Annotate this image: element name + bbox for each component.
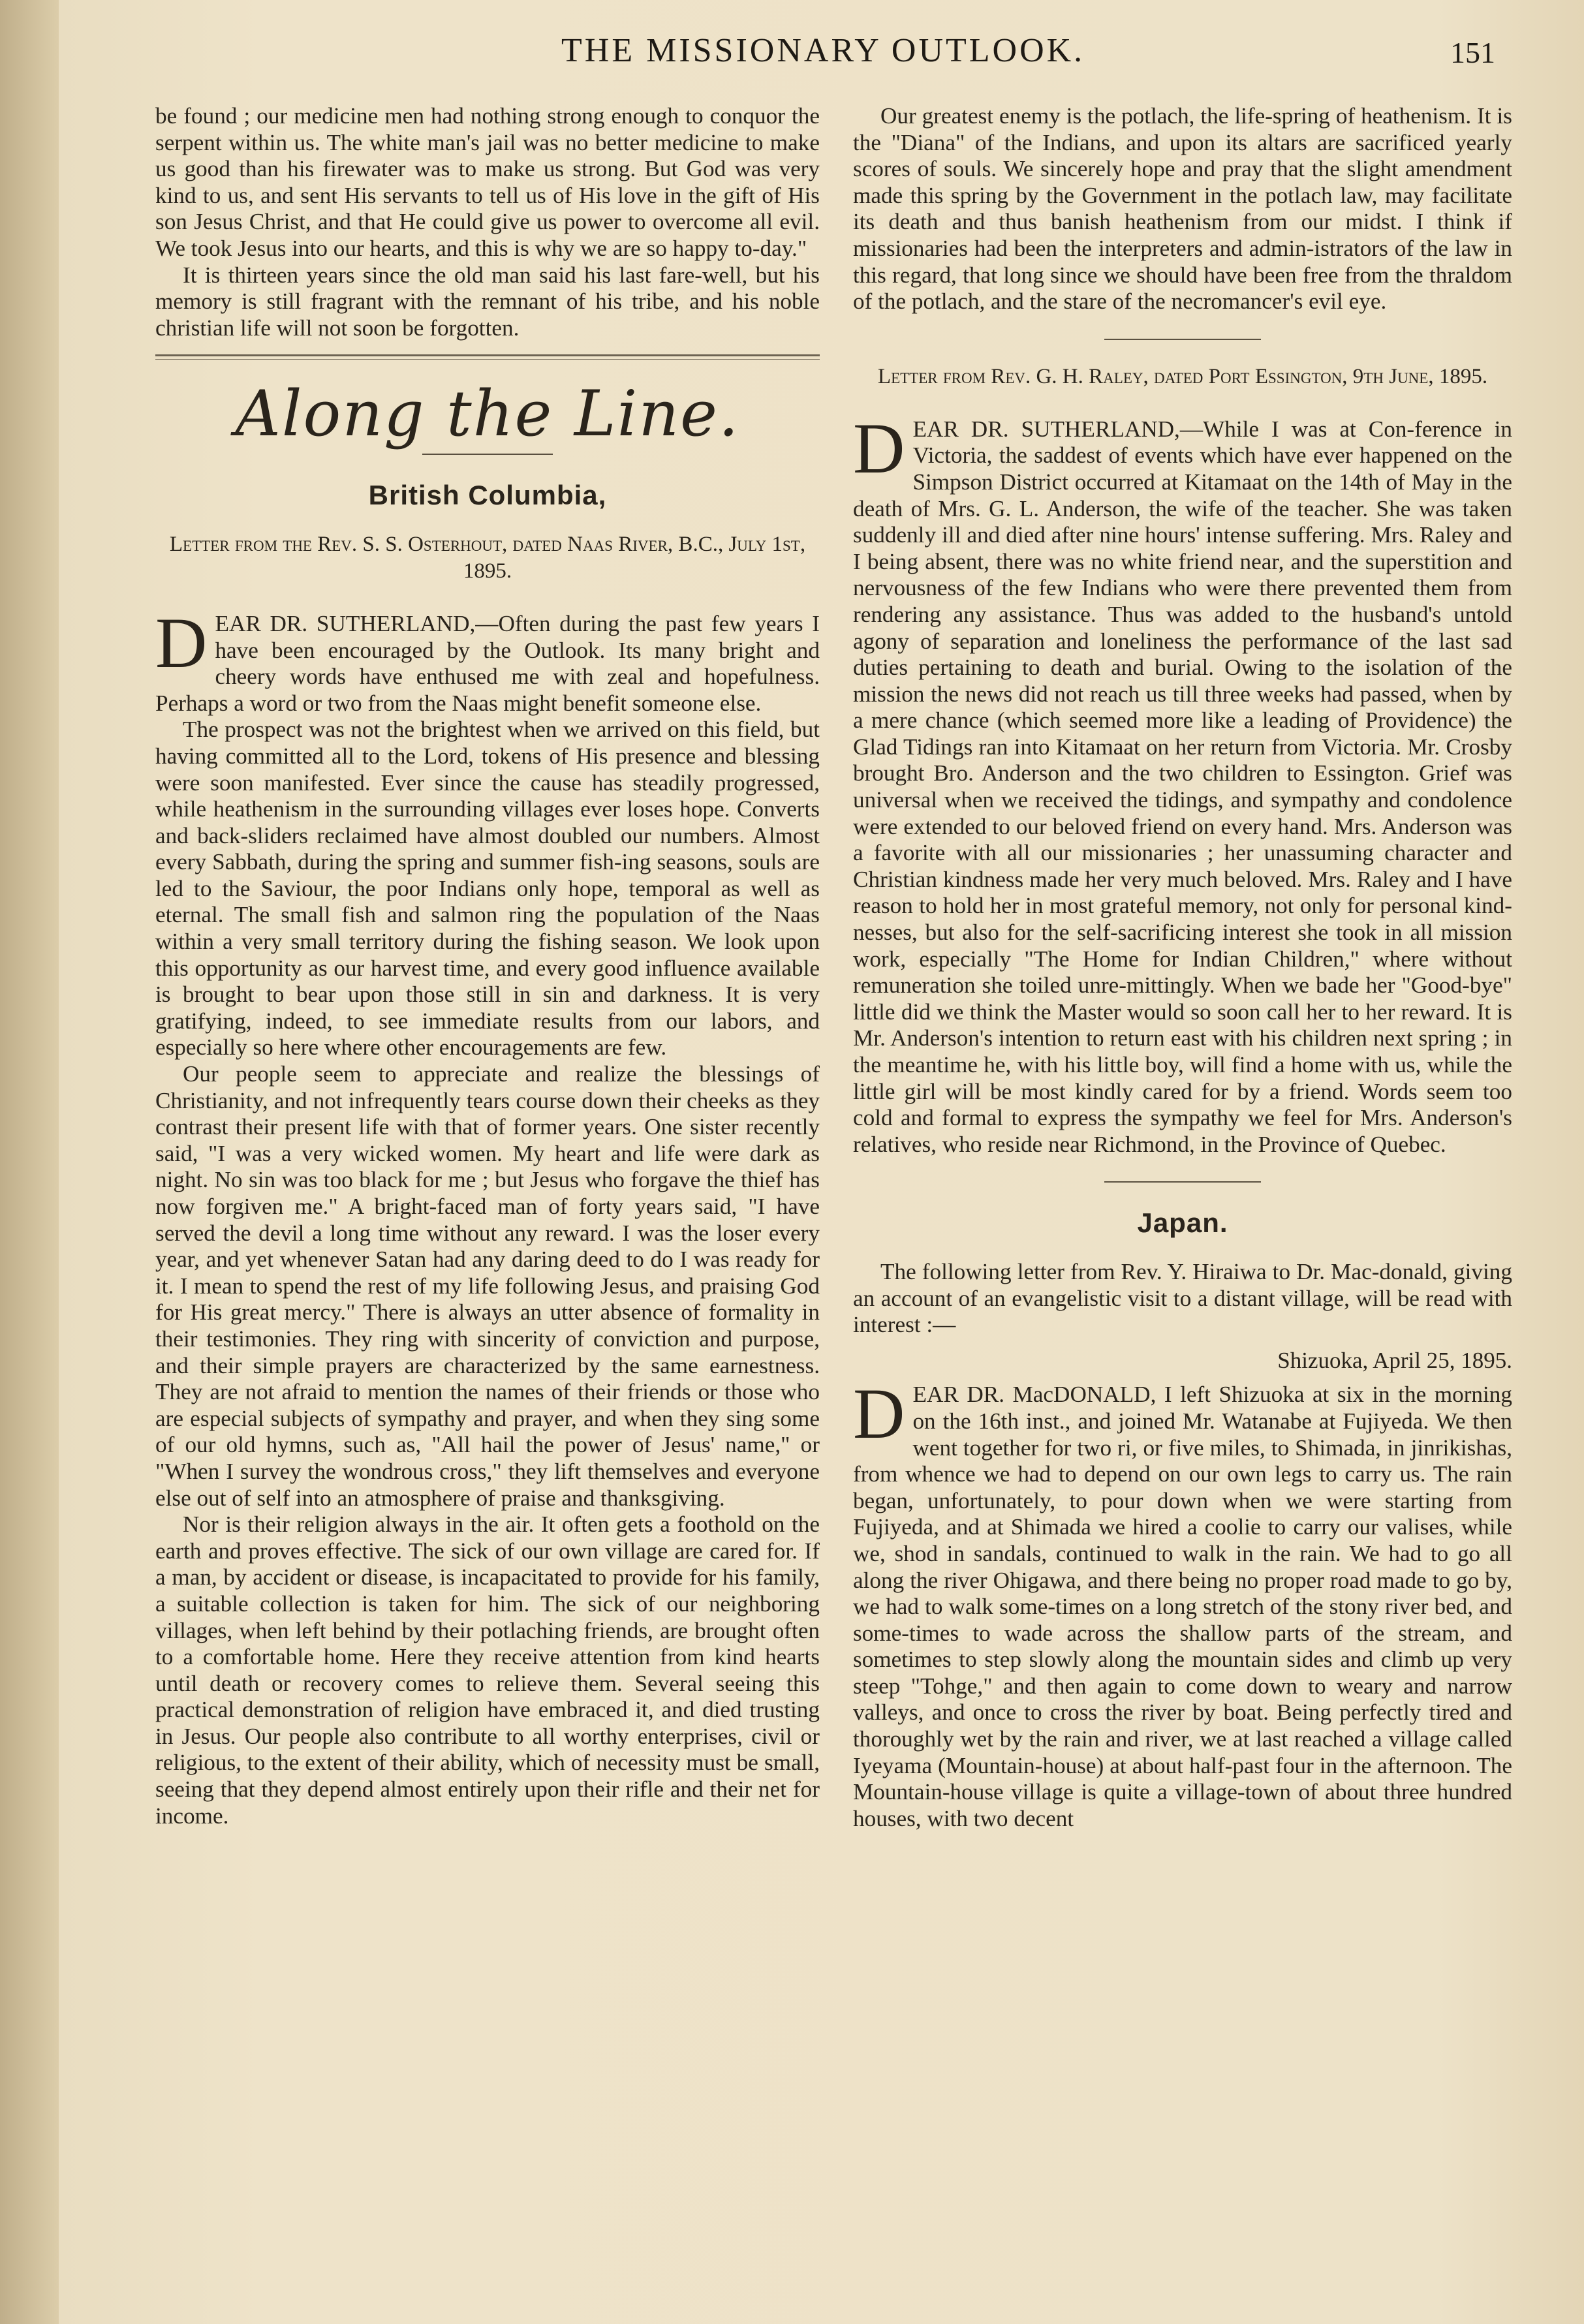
letter-paragraph: The prospect was not the brightest when we arrived on this field, but having committed all to the Lord, tokens of His presence and blessing were soon manifested. Ever since the cause has steadily progressed, while heathenism in the surrounding villages ever loses hope. Converts and back-sliders reclaimed have almost doubled our numbers. Almost every Sabbath, during the spring and summer fish-ing seasons, souls are led to the Saviour, the poor Indians only hope, temporal as well as eternal. The small fish and salmon ring the population of the Naas within a very small territory during the fishing season. We look upon this opportunity as our harvest time, and every good influence available is brought to bear upon those still in sin and darkness. It is very gratifying, indeed, to see immediate results from our labors, and especially so here where other encouragements are few. (155, 717, 820, 1061)
continuation-paragraph: be found ; our medicine men had nothing strong enough to conquor the serpent within us. The white man's jail was no better medicine to make us good than his firewater was to make us strong. But God was very kind to us, and sent His servants to tell us of His love in the gift of His son Jesus Christ, and that He could give us power to overcome all evil. We took Jesus into our hearts, and this is why we are so happy to-day." (155, 103, 820, 261)
page-number: 151 (1450, 36, 1495, 69)
article-divider (1104, 1181, 1261, 1183)
memorial-paragraph: It is thirteen years since the old man said his last fare-well, but his memory is still fragrant with the remnant of his tribe, and his noble christian life will not soon be forgotten. (155, 262, 820, 341)
title-rule (422, 454, 553, 455)
section-title: Along the Line. (235, 377, 740, 451)
subhead-british-columbia: British Columbia, (368, 480, 607, 511)
article-divider (1104, 339, 1261, 340)
section-divider (155, 354, 820, 360)
letter-opening-text: EAR DR. SUTHERLAND,—Often during the past few years I have been encouraged by the Outlook. Its many bright and cheery words have enthused me with zeal and hopefulness. Perhaps a word or two from the Naas might benefit someone else. (155, 610, 820, 716)
drop-cap: D (155, 602, 208, 683)
dateline: Shizuoka, April 25, 1895. (1277, 1347, 1512, 1373)
potlach-paragraph: Our greatest enemy is the potlach, the life-spring of heathenism. It is the "Diana" of the Indians, and upon its altars are sacrificed yearly scores of souls. We sincerely hope and pray that the slight amendment made this spring by the Government in the potlach law, may facilitate its death and thus banish heathenism from our midst. I think if missionaries had been the interpreters and admin-istrators of the law in this regard, that long since we should have been free from the thraldom of the potlach, and the stare of the necromancer's evil eye. (853, 103, 1512, 315)
letter-text: EAR DR. MacDONALD, I left Shizuoka at six in the morning on the 16th inst., and joined Mr. Watanabe at Fujiyeda. We then went together for two ri, or five miles, to Shimada, in jinrikishas, from whence we had to depend on our own legs to carry us. The rain began, unfortunately, to pour down when we were starting from Fujiyeda, and at Shimada we hired a coolie to carry our valises, while we, shod in sandals, continued to walk in the rain. We had to go all along the river Ohigawa, and there being no proper road made to go by, we had to walk some-times on a long stretch of the stony river bed, and some-times to wade across the shallow parts of the stream, and sometimes to step slowly along the mountain sides and climb up very steep "Tohge," and then again to come down to weary and narrow valleys, and once to cross the river by boat. Being perfectly tired and thoroughly wet by the rain and river, we at last reached a village called Iyeyama (Mountain-house) at about half-past four in the afternoon. The Mountain-house village is quite a village-town of about three hundred houses, with two decent (853, 1382, 1512, 1831)
letter-paragraph (853, 1374, 1512, 1832)
subhead-japan: Japan. (1137, 1207, 1228, 1239)
binding-gutter (0, 0, 59, 2324)
letter-text: EAR DR. SUTHERLAND,—While I was at Con-ference in Victoria, the saddest of events which have ever happened on the Simpson District occurred at Kitamaat on the 14th of May in the death of Mrs. G. L. Anderson, the wife of the teacher. She was taken suddenly ill and died after nine hours' intense suffering. Mrs. Raley and I being absent, there was no white friend near, and the superstition and nervousness of the few Indians who were there prevented them from rendering any assistance. Thus was added to the husband's untold agony of separation and loneliness the performance of the last sad duties pertaining to death and burial. Owing to the isolation of the mission the news did not reach us till three weeks had passed, when by a mere chance (which seemed more like a leading of Providence) the Glad Tidings ran into Kitamaat on her return from Victoria. Mr. Crosby brought Bro. Anderson and the two children to Essington. Grief was universal when we received the tidings, and sympathy and condolence were extended to our beloved friend on every hand. Mrs. Anderson was a favorite with all our missionaries ; her unassuming character and Christian kindness made her very much beloved. Mrs. Raley and I have reason to hold her in most grateful memory, not only for personal kind-nesses, but also for the self-sacrificing interest she took in all mission work, especially "The Home for Indian Children," where without remuneration she toiled unre-mittingly. When we bade her "Good-bye" little did we think the Master would so soon call her to her reward. It is Mr. Anderson's intention to return east with his children next spring ; in the meantime he, with his little boy, will find a home with us, while the little girl will be most kindly cared for by a friend. Words seem too cold and formal to express the sympathy we feel for Mrs. Anderson's relatives, who reside near Richmond, in the Province of Quebec. (853, 416, 1512, 1157)
letter-paragraph (155, 602, 820, 717)
right-column (853, 103, 1512, 1832)
page-header (0, 31, 1584, 84)
letter-paragraph: Our people seem to appreciate and realize the blessings of Christianity, and not infrequently tears course down their cheeks as they contrast their present life with that of former years. One sister recently said, "I was a very wicked women. My heart and life were dark as night. No sin was too black for me ; but Jesus who forgave the thief has now forgiven me." A bright-faced man of forty years said, "I have served the devil a long time without any reward. I was the loser every year, and yet whenever Satan had any daring deed to do I was ready for it. I mean to spend the rest of my life following Jesus, and praising God for His great mercy." There is always an utter absence of formality in their testimonies. They ring with sincerity of conviction and purpose, and their simple prayers are characterized by the same earnestness. They are not afraid to mention the names of their friends or those who are especial subjects of sympathy and prayer, and when they sing some of our old hymns, such as, "All hail the power of Jesus' name," or "When I survey the wondrous cross," they lift themselves and everyone else out of self into an atmosphere of praise and thanksgiving. (155, 1061, 820, 1511)
left-column (155, 103, 820, 1829)
letter-paragraph: Nor is their religion always in the air. It often gets a foothold on the earth and proves effective. The sick of our own village are cared for. If a man, by accident or disease, is incapacitated to provide for his family, a suitable collection is taken for him. The sick of our neighboring villages, when left behind by their potlaching friends, are brought often to a comfortable home. Here they receive attention from kind hearts until death or recovery comes to relieve them. Several seeing this practical demonstration of religion have embraced it, and died trusting in Jesus. Our people also contribute to all worthy enterprises, civil or religious, to the extent of their ability, which of necessity must be small, seeing that they depend almost entirely upon their rifle and their net for income. (155, 1511, 820, 1829)
letter-byline: Letter from Rev. G. H. Raley, dated Port Essington, 9th June, 1895. (877, 364, 1488, 388)
japan-intro-paragraph: The following letter from Rev. Y. Hiraiwa to Dr. Mac-donald, giving an account of an evangelistic visit to a distant village, will be read with interest :— (853, 1258, 1512, 1338)
drop-cap: D (853, 1374, 905, 1454)
letter-paragraph (853, 408, 1512, 1158)
running-title: THE MISSIONARY OUTLOOK. (561, 32, 1085, 69)
letter-byline: Letter from the Rev. S. S. Osterhout, dated Naas River, B.C., July 1st, 1895. (169, 532, 806, 583)
drop-cap: D (853, 408, 905, 488)
